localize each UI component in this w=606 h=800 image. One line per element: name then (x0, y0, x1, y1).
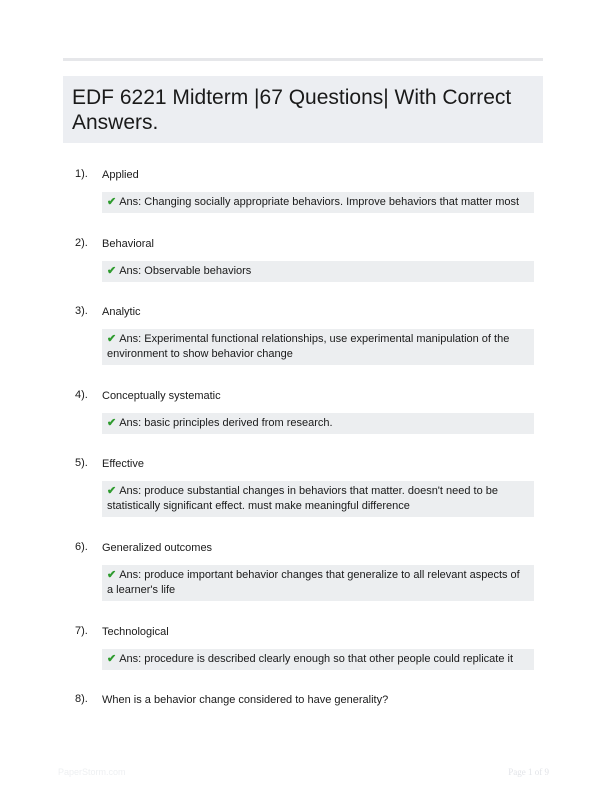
page-title: EDF 6221 Midterm |67 Questions| With Correct Answers. (72, 86, 512, 134)
question-number: 2). (75, 237, 88, 249)
check-icon: ✔ (107, 653, 117, 665)
check-icon: ✔ (107, 333, 117, 345)
question-text: When is a behavior change considered to have generality? (102, 694, 389, 706)
answer-box (102, 649, 534, 670)
answer-box (102, 565, 534, 601)
answer-text: Ans: procedure is described clearly enough so that other people could replicate it (119, 653, 514, 665)
check-icon: ✔ (107, 196, 117, 208)
answer-text: Ans: Changing socially appropriate behaviors. Improve behaviors that matter most (119, 196, 520, 208)
answer-box (102, 261, 534, 282)
answer-text: Ans: basic principles derived from research. (119, 417, 333, 429)
question-text: Effective (102, 458, 144, 470)
question-text: Applied (102, 169, 139, 181)
answer-text: Ans: Experimental functional relationships, use experimental manipulation of the environment to show behavior change (107, 333, 510, 360)
question-text: Technological (102, 626, 169, 638)
footer-watermark: PaperStorm.com (58, 767, 126, 777)
question-text: Behavioral (102, 238, 154, 250)
question-number: 8). (75, 693, 88, 705)
question-number: 7). (75, 625, 88, 637)
answer-text: Ans: Observable behaviors (119, 265, 252, 277)
answer-box (102, 413, 534, 434)
check-icon: ✔ (107, 265, 117, 277)
question-text: Generalized outcomes (102, 542, 213, 554)
check-icon: ✔ (107, 569, 117, 581)
page-indicator: Page 1 of 9 (508, 767, 549, 777)
answer-box (102, 192, 534, 213)
question-text: Conceptually systematic (102, 390, 221, 402)
answer-text: Ans: produce substantial changes in behaviors that matter. doesn't need to be statistically significant effect. must make meaningful difference (107, 485, 499, 512)
answer-box (102, 329, 534, 365)
question-text: Analytic (102, 306, 141, 318)
question-number: 1). (75, 168, 88, 180)
question-number: 4). (75, 389, 88, 401)
question-number: 6). (75, 541, 88, 553)
question-number: 5). (75, 457, 88, 469)
check-icon: ✔ (107, 417, 117, 429)
answer-text: Ans: produce important behavior changes that generalize to all relevant aspects of a learner's life (107, 569, 520, 596)
title-banner (63, 76, 543, 143)
question-number: 3). (75, 305, 88, 317)
check-icon: ✔ (107, 485, 117, 497)
answer-box (102, 481, 534, 517)
top-divider (63, 58, 543, 61)
